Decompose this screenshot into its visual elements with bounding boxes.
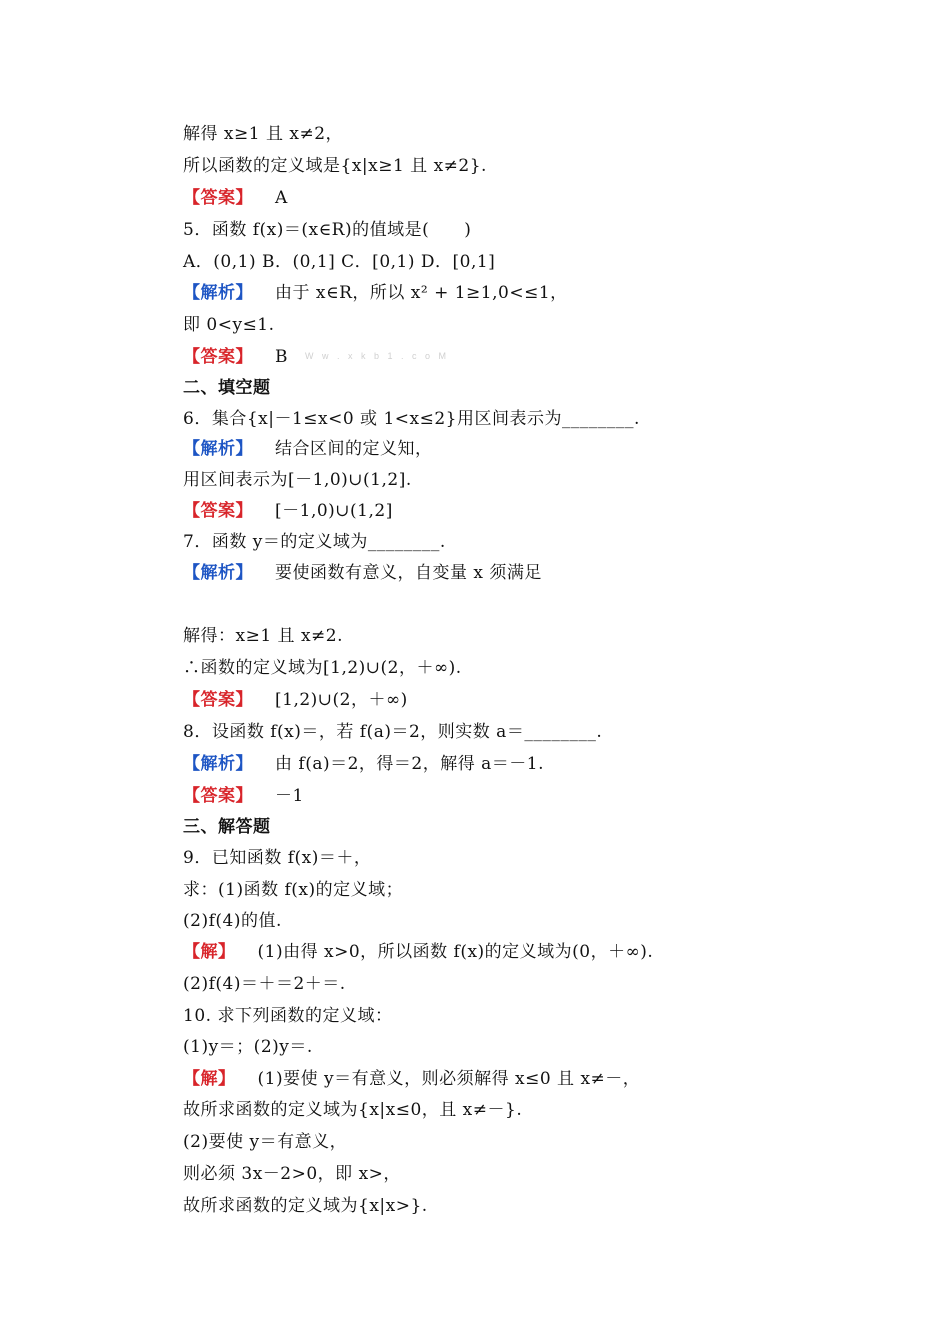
line-text: 三、解答题 (183, 817, 271, 837)
text-line (183, 720, 602, 744)
answer-tag: 【答案】 (183, 501, 253, 521)
text-line (183, 250, 495, 274)
section-heading (183, 376, 271, 400)
line-text: 结合区间的定义知， (275, 439, 433, 459)
analysis-tag: 【解析】 (183, 283, 253, 303)
line-text: 10. 求下列函数的定义域： (183, 1006, 393, 1026)
answer-tag: 【解】 (183, 1069, 236, 1089)
text-line (183, 122, 343, 146)
text-line (183, 1130, 347, 1154)
line-text: 所以函数的定义域是{x|x≥1 且 x≠2}. (183, 156, 487, 176)
labeled-line (183, 186, 288, 210)
text-line (183, 154, 487, 178)
text-line (183, 972, 346, 996)
text-line (183, 909, 282, 933)
labeled-line (183, 499, 393, 523)
labeled-line (183, 1067, 640, 1091)
line-text: 8．设函数 f(x)＝，若 f(a)＝2，则实数 a＝________. (183, 722, 603, 742)
answer-tag: 【解】 (183, 942, 236, 962)
line-text: 故所求函数的定义域为{x|x≤0，且 x≠－}. (183, 1100, 523, 1120)
line-text: (2)要使 y＝有意义， (183, 1132, 348, 1152)
line-text: 由于 x∈R，所以 x² + 1≥1,0<≤1， (275, 283, 568, 303)
line-text: 9．已知函数 f(x)＝＋， (183, 848, 372, 868)
text-line (183, 407, 640, 431)
text-line (183, 846, 371, 870)
text-line (183, 1098, 522, 1122)
line-text: A．(0,1) B．(0,1] C．[0,1) D．[0,1] (183, 252, 496, 272)
text-line (183, 1194, 428, 1218)
line-text: 5．函数 f(x)＝(x∈R)的值域是( ) (183, 220, 472, 240)
text-line (183, 530, 446, 554)
answer-tag: 【答案】 (183, 786, 253, 806)
text-line (183, 468, 412, 492)
line-text: 求：(1)函数 f(x)的定义域； (183, 880, 404, 900)
labeled-line (183, 437, 433, 461)
line-text: (2)f(4)的值. (183, 911, 282, 931)
line-text: [－1,0)∪(1,2] (275, 501, 393, 521)
line-text: 要使函数有意义，自变量 x 须满足 (275, 563, 542, 583)
line-text: 解得：x≥1 且 x≠2. (183, 626, 344, 646)
text-line (183, 1162, 401, 1186)
answer-tag: 【答案】 (183, 690, 253, 710)
line-text: (1)由得 x>0，所以函数 f(x)的定义域为(0，＋∞). (257, 942, 654, 962)
line-text: [1,2)∪(2，＋∞) (275, 690, 408, 710)
line-text: ∴函数的定义域为[1,2)∪(2，＋∞). (183, 658, 462, 678)
text-line (183, 656, 462, 680)
text-line (183, 624, 343, 648)
line-text: 二、填空题 (183, 378, 271, 398)
labeled-line (183, 345, 288, 369)
analysis-tag: 【解析】 (183, 439, 253, 459)
line-text: A (275, 188, 288, 208)
line-text: 用区间表示为[－1,0)∪(1,2]. (183, 470, 412, 490)
analysis-tag: 【解析】 (183, 563, 253, 583)
section-heading (183, 815, 271, 839)
labeled-line (183, 784, 304, 808)
analysis-tag: 【解析】 (183, 754, 253, 774)
line-text: 解得 x≥1 且 x≠2， (183, 124, 344, 144)
line-text: 故所求函数的定义域为{x|x>}. (183, 1196, 428, 1216)
labeled-line (183, 940, 653, 964)
answer-tag: 【答案】 (183, 188, 253, 208)
line-text: －1 (275, 786, 304, 806)
labeled-line (183, 688, 408, 712)
line-text: (1)y＝；(2)y＝. (183, 1037, 313, 1057)
line-text: (2)f(4)＝＋＝2＋＝. (183, 974, 346, 994)
answer-tag: 【答案】 (183, 347, 253, 367)
text-line (183, 1004, 392, 1028)
line-text: (1)要使 y＝有意义，则必须解得 x≤0 且 x≠－， (257, 1069, 641, 1089)
line-text: 7．函数 y＝的定义域为________. (183, 532, 446, 552)
text-line (183, 218, 471, 242)
line-text: 由 f(a)＝2，得＝2，解得 a＝－1. (275, 754, 544, 774)
line-text: 即 0<y≤1. (183, 315, 275, 335)
watermark: W w . x k b 1 . c o M (305, 351, 450, 361)
text-line (183, 878, 403, 902)
line-text: 则必须 3x－2>0，即 x>， (183, 1164, 401, 1184)
line-text: B (275, 347, 288, 367)
text-line (183, 313, 275, 337)
labeled-line (183, 561, 542, 585)
line-text: 6．集合{x|－1≤x<0 或 1<x≤2}用区间表示为________. (183, 409, 640, 429)
labeled-line (183, 281, 568, 305)
labeled-line (183, 752, 544, 776)
text-line (183, 1035, 313, 1059)
